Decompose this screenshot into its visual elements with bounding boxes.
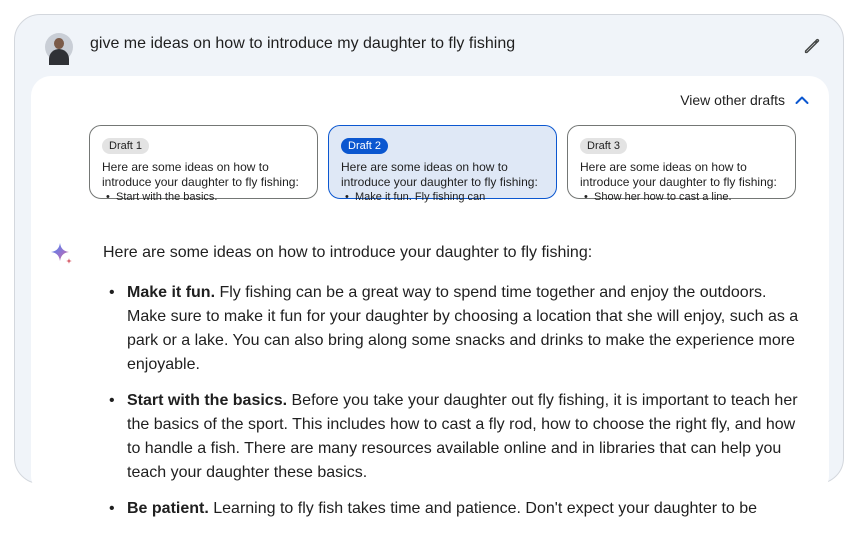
draft-preview-text: Here are some ideas on how to introduce your daughter to fly fishing: (580, 160, 777, 189)
user-prompt-text: give me ideas on how to introduce my daughter to fly fishing (90, 35, 516, 52)
chat-window (14, 14, 844, 517)
view-other-drafts-label: View other drafts (680, 92, 785, 108)
list-item-body: Before you take your daughter out fly fishing, it is important to teach her the basics of the sport. This includes how to cast a fly rod, how to choose the right fly, and how to handle a fish. There are many resources available online and in libraries that can help you teach your daughter these basics. (127, 392, 798, 481)
draft-preview-bullet: • Start with the basics. (102, 190, 307, 204)
chevron-up-icon (795, 95, 809, 105)
response-card (31, 76, 829, 517)
list-item (107, 389, 807, 485)
response-list (107, 281, 807, 533)
list-item (107, 281, 807, 377)
avatar-body (49, 49, 69, 65)
pencil-icon (801, 35, 823, 57)
user-prompt-row (15, 15, 843, 75)
view-other-drafts-button[interactable] (680, 92, 809, 108)
draft-card-3[interactable] (567, 125, 796, 203)
edit-prompt-button[interactable] (801, 35, 823, 57)
draft-preview-bullet: • Make it fun. Fly fishing can (341, 190, 546, 204)
list-item (107, 497, 807, 521)
draft-preview-text: Here are some ideas on how to introduce your daughter to fly fishing: (341, 160, 538, 189)
draft-badge: Draft 3 (580, 138, 627, 154)
draft-card-2[interactable] (328, 125, 557, 203)
response-intro: Here are some ideas on how to introduce your daughter to fly fishing: (103, 244, 593, 261)
avatar (45, 33, 73, 61)
draft-preview-bullet: • Show her how to cast a line. (580, 190, 785, 204)
draft-badge: Draft 2 (341, 138, 388, 154)
list-item-title: Start with the basics. (127, 392, 288, 409)
draft-badge: Draft 1 (102, 138, 149, 154)
list-item-title: Be patient. (127, 500, 209, 517)
list-item-title: Make it fun. (127, 284, 216, 301)
list-item-body: Learning to fly fish takes time and patience. Don't expect your daughter to be (208, 500, 758, 517)
sparkle-icon (49, 241, 75, 267)
avatar-head (54, 38, 64, 49)
drafts-row (89, 125, 796, 203)
draft-card-1[interactable] (89, 125, 318, 203)
draft-preview-text: Here are some ideas on how to introduce your daughter to fly fishing: (102, 160, 299, 189)
list-item-body: Fly fishing can be a great way to spend time together and enjoy the outdoors. Make sure to make it fun for your daughter by choosing a location that she will enjoy, such as a park or a lake. You can also bring along some snacks and drinks to make the experience more enjoyable. (127, 284, 799, 373)
